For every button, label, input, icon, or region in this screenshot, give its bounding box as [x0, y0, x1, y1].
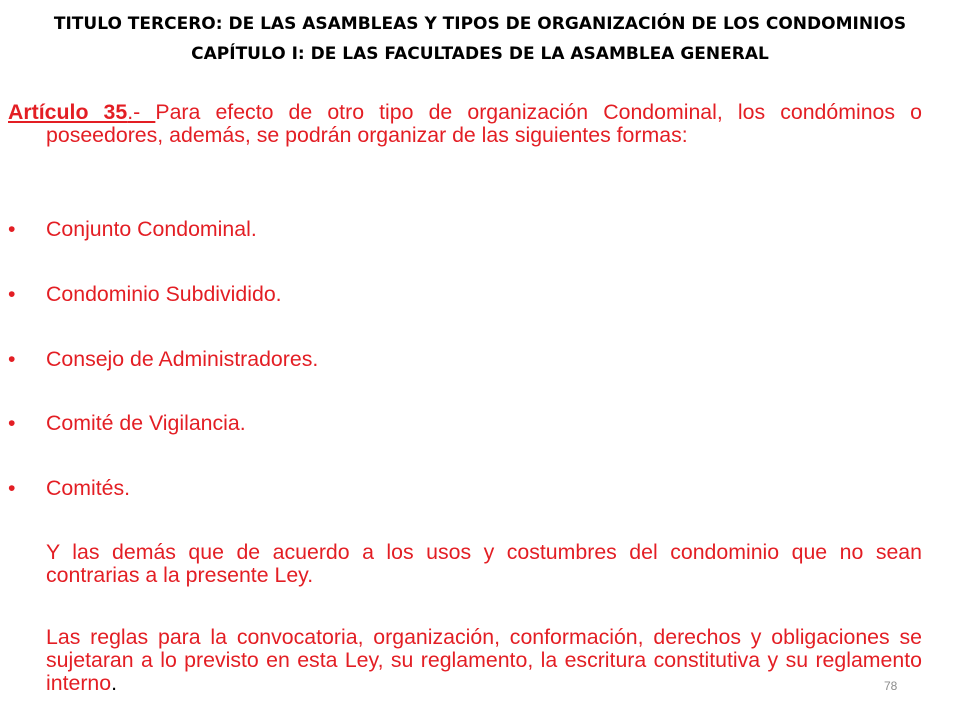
bullet-icon: •	[8, 476, 16, 500]
title-line-1: TITULO TERCERO: DE LAS ASAMBLEAS Y TIPOS DE ORGANIZACIÓN DE LOS CONDOMINIOS	[53, 14, 907, 34]
page-number: 78	[884, 679, 898, 693]
paragraph-reglas-period: .	[111, 671, 118, 695]
article-label: Artículo 35	[8, 100, 128, 124]
article-dash: .-	[127, 100, 156, 124]
list-item-text: Comité de Vigilancia.	[46, 411, 246, 435]
title-line-2: CAPÍTULO I: DE LAS FACULTADES DE LA ASAMBLEA GENERAL	[191, 44, 769, 64]
paragraph-reglas-text: Las reglas para la convocatoria, organización, conformación, derechos y obligaciones se sujetaran a lo previsto en esta Ley, su reglamento, la escritura constitutiva y su reglamento interno	[46, 625, 922, 695]
list-item-text: Condominio Subdividido.	[46, 282, 282, 306]
article-body	[8, 101, 922, 147]
article-paragraph	[8, 101, 922, 147]
bullet-icon: •	[8, 217, 16, 241]
list-item	[8, 216, 257, 242]
bullet-icon: •	[8, 347, 16, 371]
paragraph-usos: Y las demás que de acuerdo a los usos y costumbres del condominio que no sean contrarias a la presente Ley.	[46, 540, 922, 587]
bullet-icon: •	[8, 282, 16, 306]
bullet-icon: •	[8, 411, 16, 435]
paragraph-reglas	[46, 626, 922, 695]
list-item	[8, 281, 282, 307]
list-item-text: Consejo de Administradores.	[46, 347, 319, 371]
list-item	[8, 346, 318, 372]
list-item-text: Conjunto Condominal.	[46, 217, 257, 241]
list-item-text: Comités.	[46, 476, 131, 500]
list-item	[8, 410, 246, 436]
article-text: Para efecto de otro tipo de organización Condominal, los condóminos o poseedores, además, se podrán organizar de las siguientes formas:	[46, 100, 922, 147]
list-item	[8, 475, 130, 501]
